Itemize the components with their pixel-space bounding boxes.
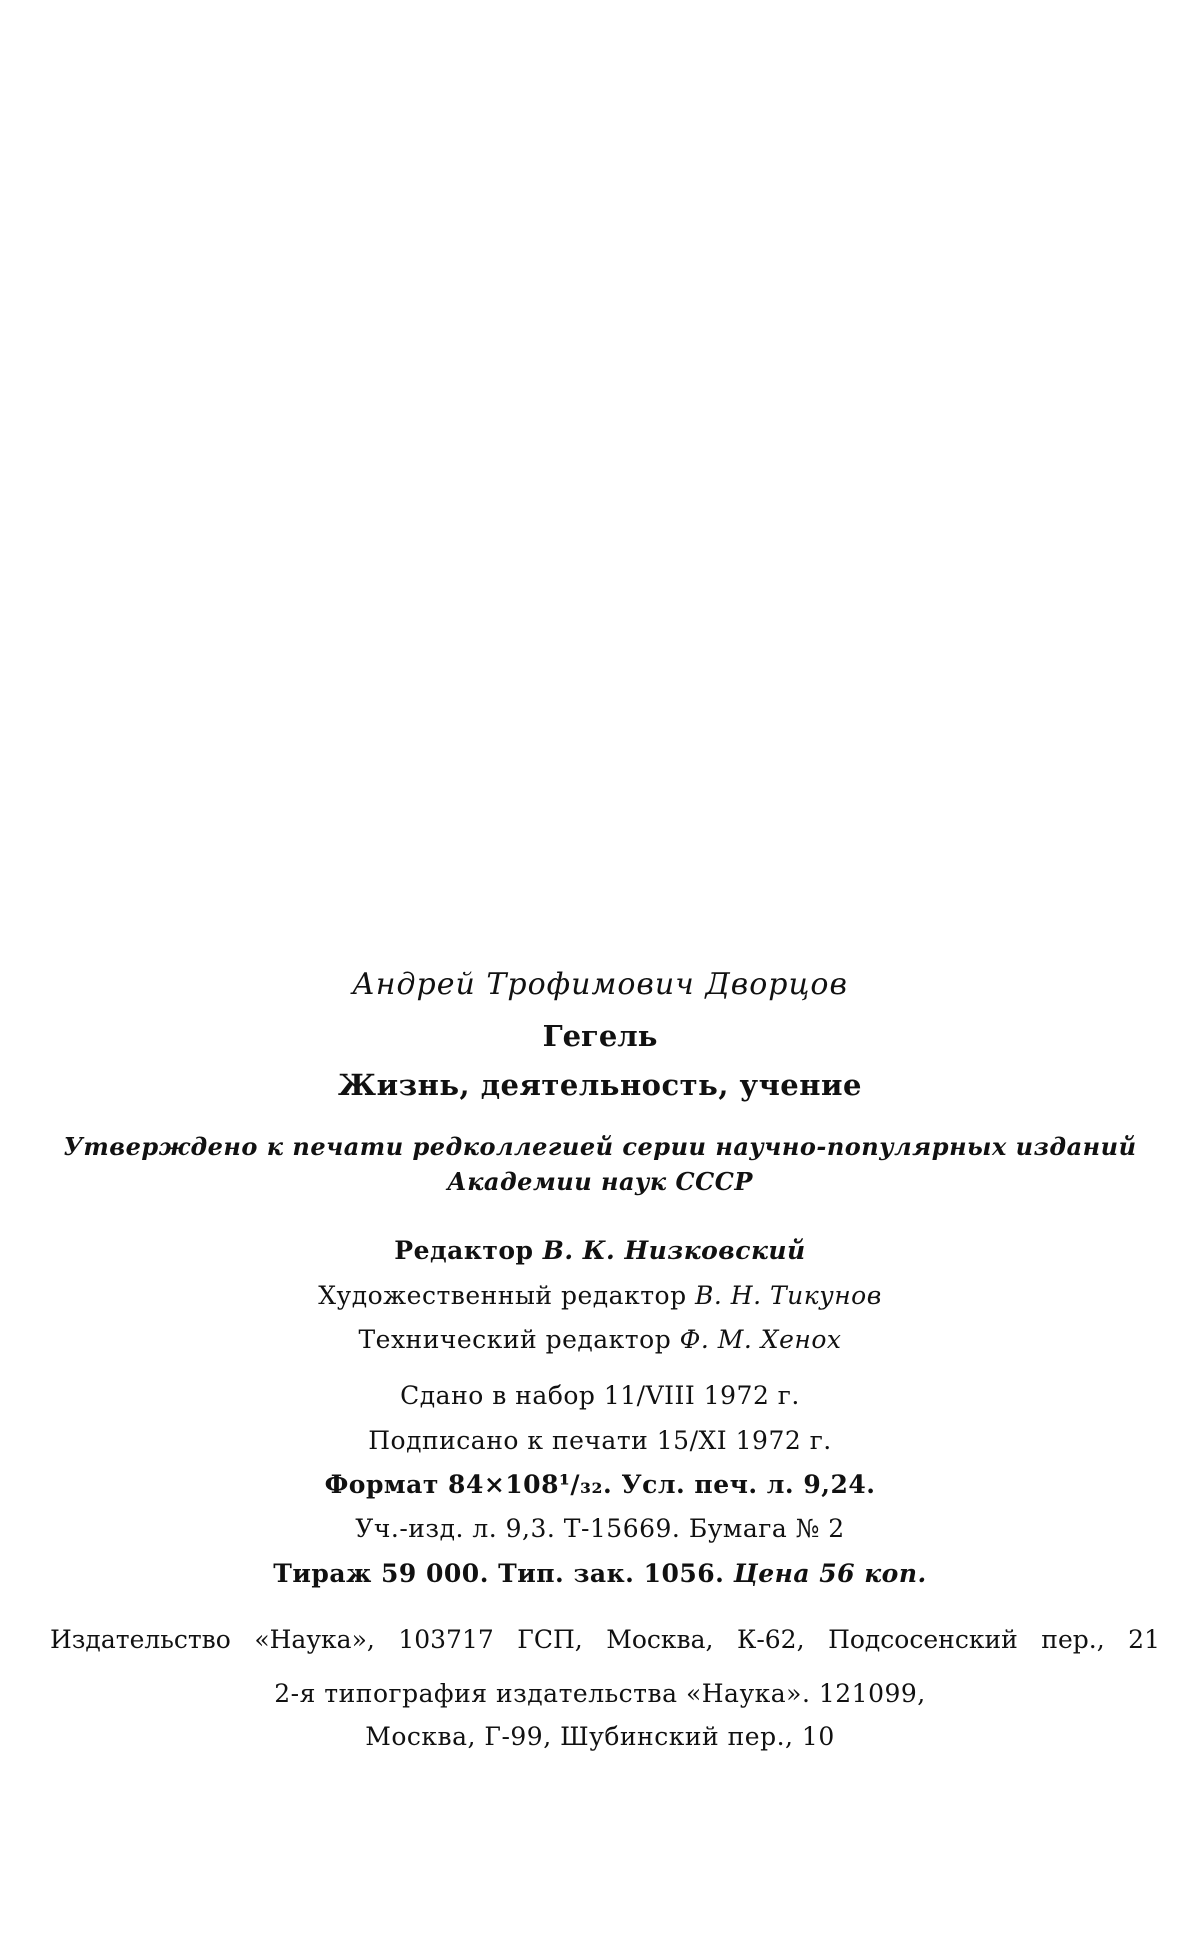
editor-credit [0, 1238, 1200, 1263]
book-subtitle: Жизнь, деятельность, учение [338, 1068, 862, 1102]
typography-line-1: 2-я типография издательства «Наука». 121099, [274, 1679, 926, 1708]
print-info-sheets: Уч.-изд. л. 9,3. Т-15669. Бумага № 2 [355, 1514, 845, 1543]
price-text: Цена 56 коп. [733, 1559, 927, 1588]
approval-note-line-1: Утверждено к печати редколлегией серии научно-популярных изданий [63, 1132, 1137, 1161]
art-editor-label: Художественный редактор [318, 1281, 687, 1310]
art-editor-name: В. Н. Тикунов [695, 1281, 882, 1310]
publisher-address: Издательство «Наука», 103717 ГСП, Москва, К-62, Подсосенский пер., 21 [50, 1625, 1160, 1654]
tech-editor-label: Технический редактор [358, 1325, 672, 1354]
circulation-text: Тираж 59 000. Тип. зак. 1056. [273, 1559, 725, 1588]
book-title: Гегель [542, 1019, 658, 1053]
art-editor-credit [0, 1283, 1200, 1308]
print-info-submitted: Сдано в набор 11/VIII 1972 г. [400, 1381, 800, 1410]
approval-note-line-2: Академии наук СССР [447, 1167, 753, 1196]
print-info-format: Формат 84×108¹/₃₂. Усл. печ. л. 9,24. [324, 1470, 876, 1499]
print-info-circulation [0, 1561, 1200, 1586]
tech-editor-credit [0, 1327, 1200, 1352]
editor-name: В. К. Низковский [542, 1236, 806, 1265]
author-name: Андрей Трофимович Дворцов [352, 967, 848, 1002]
editor-label: Редактор [394, 1236, 534, 1265]
print-info-signed: Подписано к печати 15/XI 1972 г. [368, 1426, 832, 1455]
typography-line-2: Москва, Г-99, Шубинский пер., 10 [365, 1722, 835, 1751]
tech-editor-name: Ф. М. Хенох [679, 1325, 842, 1354]
